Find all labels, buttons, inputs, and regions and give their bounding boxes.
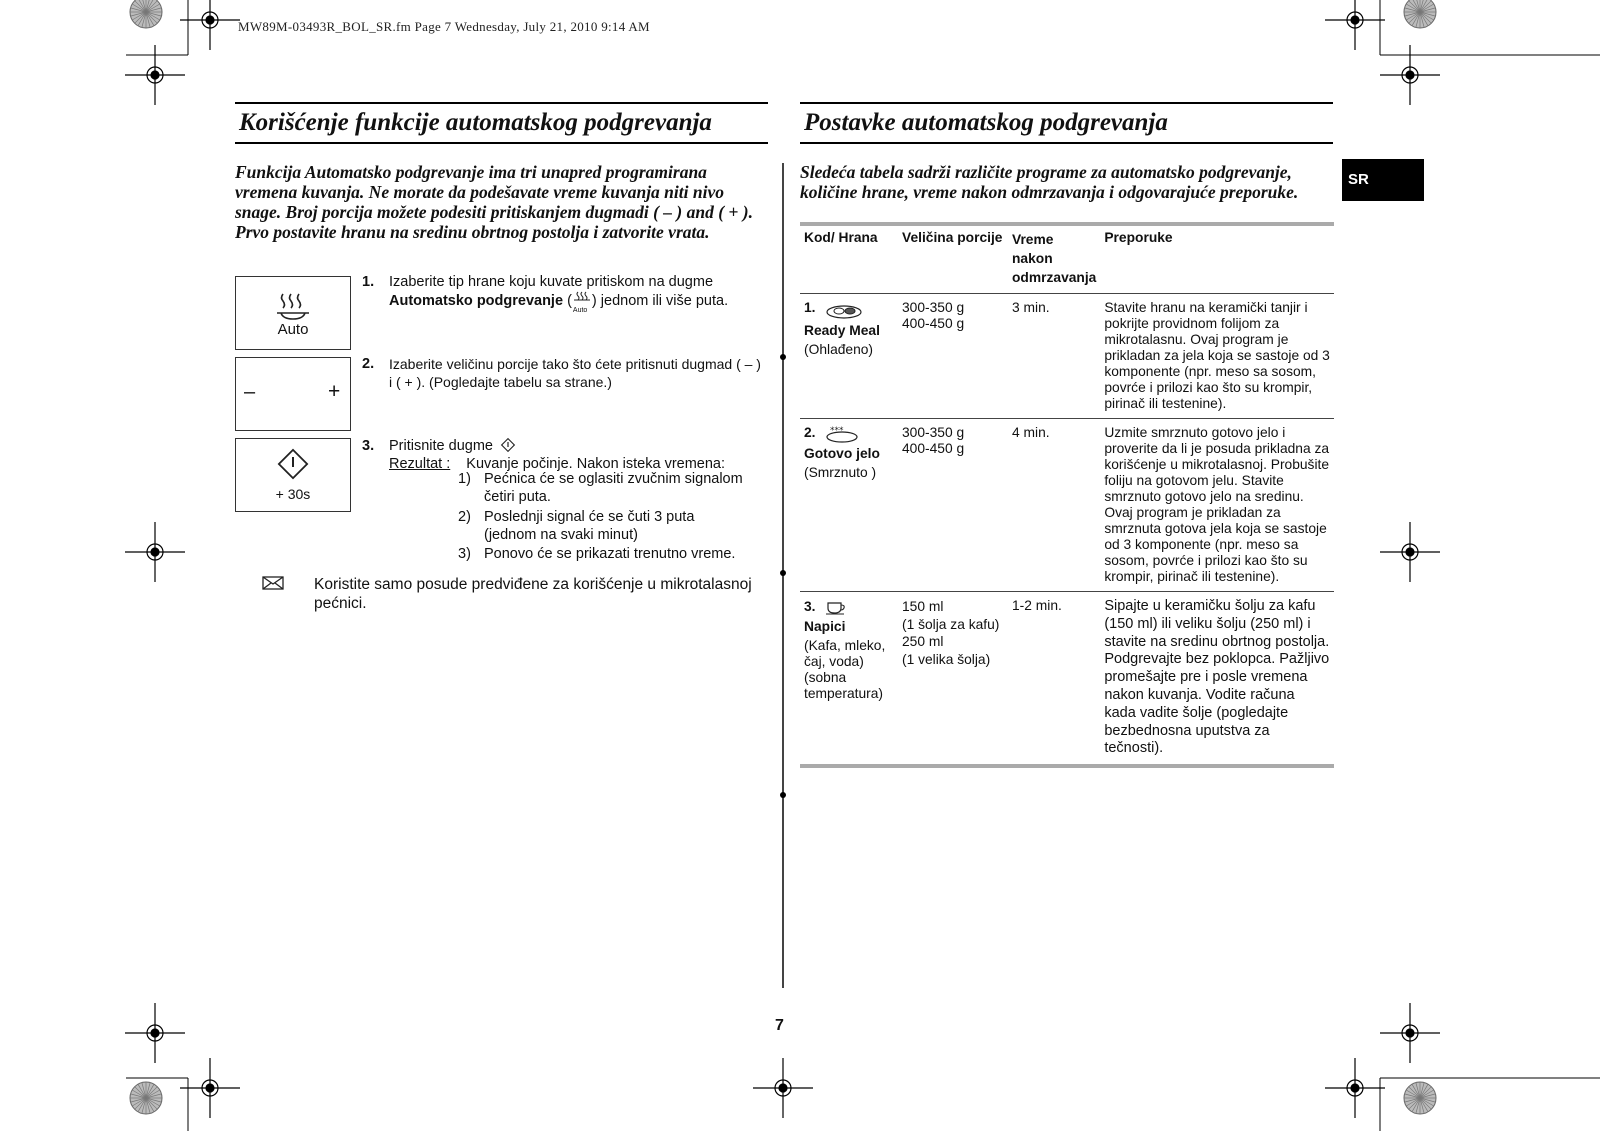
bullet-dot [780, 570, 786, 576]
start-button-panel [235, 438, 351, 512]
start-icon [276, 447, 310, 481]
crosshair-mark [753, 1058, 813, 1118]
row-rec: Stavite hranu na keramički tanjir i pokrijte providnom folijom za mikrotalasnu. Ovaj program je prikladan za jela koja se sastoje od 3 komponente (npr. meso sa sosom, povrće i prilozi kao što su krompir, pirinač ili testenine). [1100, 294, 1334, 419]
row-time: 4 min. [1008, 419, 1100, 592]
step-1-text-b: jednom ili više puta. [596, 293, 729, 309]
auto-label: Auto [277, 321, 309, 338]
result-label: Rezultat : [389, 456, 451, 472]
crosshair-mark [1380, 45, 1440, 105]
step-2 [362, 355, 767, 395]
start-label: + 30s [275, 486, 311, 502]
bullet-dot [780, 792, 786, 798]
row-portion: 150 ml (1 šolja za kafu) 250 ml (1 velika šolja) [898, 592, 1008, 765]
row-rec: Sipajte u keramičku šolju za kafu (150 ml) ili veliku šolju (250 ml) i stavite na sredinu obrtnog postolja. Podgrevajte bez poklopca. Pažljivo promešajte pre i posle vremena nakon kuvanja. Vodite računa kada vadite šolje (pogledajte bezbednosna uputstva za tečnosti). [1100, 592, 1334, 765]
step-2-number: 2. [362, 356, 375, 372]
crosshair-mark [125, 522, 185, 582]
row-code: 3. [804, 599, 816, 614]
file-header: MW89M-03493R_BOL_SR.fm Page 7 Wednesday, July 21, 2010 9:14 AM [238, 19, 650, 34]
starburst-mark [130, 1082, 162, 1114]
row-name: Gotovo jelo [804, 446, 880, 461]
col-header: Preporuke [1104, 230, 1173, 245]
right-section-title: Postavke automatskog podgrevanja [800, 102, 1333, 144]
row-code: 1. [804, 300, 816, 315]
row-code: 2. [804, 425, 816, 440]
starburst-mark [130, 0, 162, 28]
table-header-row [800, 226, 1334, 294]
row-rec: Uzmite smrznuto gotovo jelo i proverite da li je posuda prikladna za korišćenje u mikrotalasnoj. Probušite foliju na gotovom jelu. Stavite smrznuto gotovo jelo na sredinu. Ovaj program je prikladan za smrznuta gotova jela koja se sastoje od 3 komponente (npr. meso sa sosom, povrće i prilozi kao što su krompir, pirinač ili testenine). [1100, 419, 1334, 592]
step-2-text: Izaberite veličinu porcije tako što ćete pritisnuti dugmad ( – ) i ( + ). (Pogledajte tabelu sa strane.) [389, 356, 761, 390]
note-icon [262, 575, 284, 591]
crosshair-mark [1325, 0, 1385, 50]
program-table-wrap [800, 222, 1334, 768]
result-list [458, 470, 758, 565]
svg-text:***: *** [830, 426, 844, 436]
row-name: Napici [804, 619, 846, 634]
left-section-title: Korišćenje funkcije automatskog podgrevanja [235, 102, 768, 144]
result-item: 2) Poslednji signal će se čuti 3 puta (jednom na svaki minut) [458, 509, 695, 543]
note-text: Koristite samo posude predviđene za korišćenje u mikrotalasnoj pećnici. [314, 576, 752, 612]
table-row [800, 592, 1334, 765]
result-item: 1) Pećnica će se oglasiti zvučnim signalom četiri puta. [458, 471, 743, 505]
crosshair-mark [125, 1003, 185, 1063]
program-table [800, 226, 1334, 764]
frozen-meal-icon [825, 425, 859, 443]
left-intro: Funkcija Automatsko podgrevanje ima tri unapred programirana vremena kuvanja. Ne morate da podešavate vreme kuvanja niti nivo snage. Broj porcija možete podesiti pritiskanjem dugmadi ( – ) and ( + ). Prvo postavite hranu na sredinu obrtnog postolja i zatvorite vrata. [235, 162, 753, 242]
col-header: Veličina porcije [902, 230, 1003, 245]
bullet-dot [780, 354, 786, 360]
crosshair-mark [180, 0, 240, 50]
ready-meal-icon [825, 302, 863, 320]
row-time: 3 min. [1008, 294, 1100, 419]
step-1-number: 1. [362, 274, 375, 290]
crosshair-mark [1380, 1003, 1440, 1063]
right-intro: Sledeća tabela sadrži različite programe za automatsko podgrevanje, količine hrane, vreme nakon odmrzavanja i odgovarajuće preporuke. [800, 162, 1299, 202]
auto-inline-label: Auto [572, 307, 588, 314]
starburst-mark [1404, 0, 1436, 28]
row-time: 1-2 min. [1008, 592, 1100, 765]
step-1-bold: Automatsko podgrevanje [389, 293, 564, 309]
row-sub: (Ohlađeno) [804, 342, 874, 357]
minus-button[interactable]: – [244, 381, 256, 403]
crosshair-mark [125, 45, 185, 105]
page-number: 7 [775, 1017, 784, 1034]
col-header: Kod/ Hrana [804, 230, 878, 245]
table-row [800, 294, 1334, 419]
result-item: 3) Ponovo će se prikazati trenutno vreme. [458, 546, 736, 562]
auto-reheat-icon [273, 291, 313, 321]
crosshair-mark [1380, 522, 1440, 582]
starburst-mark [1404, 1082, 1436, 1114]
result-text: Kuvanje počinje. Nakon isteka vremena: [466, 456, 726, 472]
auto-inline-icon [572, 291, 592, 314]
step-3-text: Pritisnite dugme [389, 438, 493, 454]
step-1-text-a: Izaberite tip hrane koju kuvate pritiskom na dugme [389, 274, 714, 290]
start-inline-icon [500, 437, 516, 453]
row-sub: (Kafa, mleko, čaj, voda) (sobna temperatura) [804, 638, 886, 701]
col-header: Vreme nakon odmrzavanja [1012, 232, 1097, 285]
crosshair-mark [180, 1058, 240, 1118]
plus-button[interactable]: + [328, 380, 341, 403]
row-sub: (Smrznuto ) [804, 465, 877, 480]
row-portion: 300-350 g 400-450 g [898, 419, 1008, 592]
table-row [800, 419, 1334, 592]
auto-button-panel [235, 276, 351, 350]
step-1: 1. Izaberite tip hrane koju kuvate pritiskom na dugme Automatsko podgrevanje ( Auto ) jednom ili više puta. [362, 273, 762, 313]
portion-buttons-panel [235, 357, 351, 431]
row-name: Ready Meal [804, 323, 880, 338]
language-tab: SR [1342, 159, 1424, 201]
row-portion: 300-350 g 400-450 g [898, 294, 1008, 419]
crosshair-mark [1325, 1058, 1385, 1118]
step-3-number: 3. [362, 438, 375, 454]
cup-icon [825, 598, 847, 616]
